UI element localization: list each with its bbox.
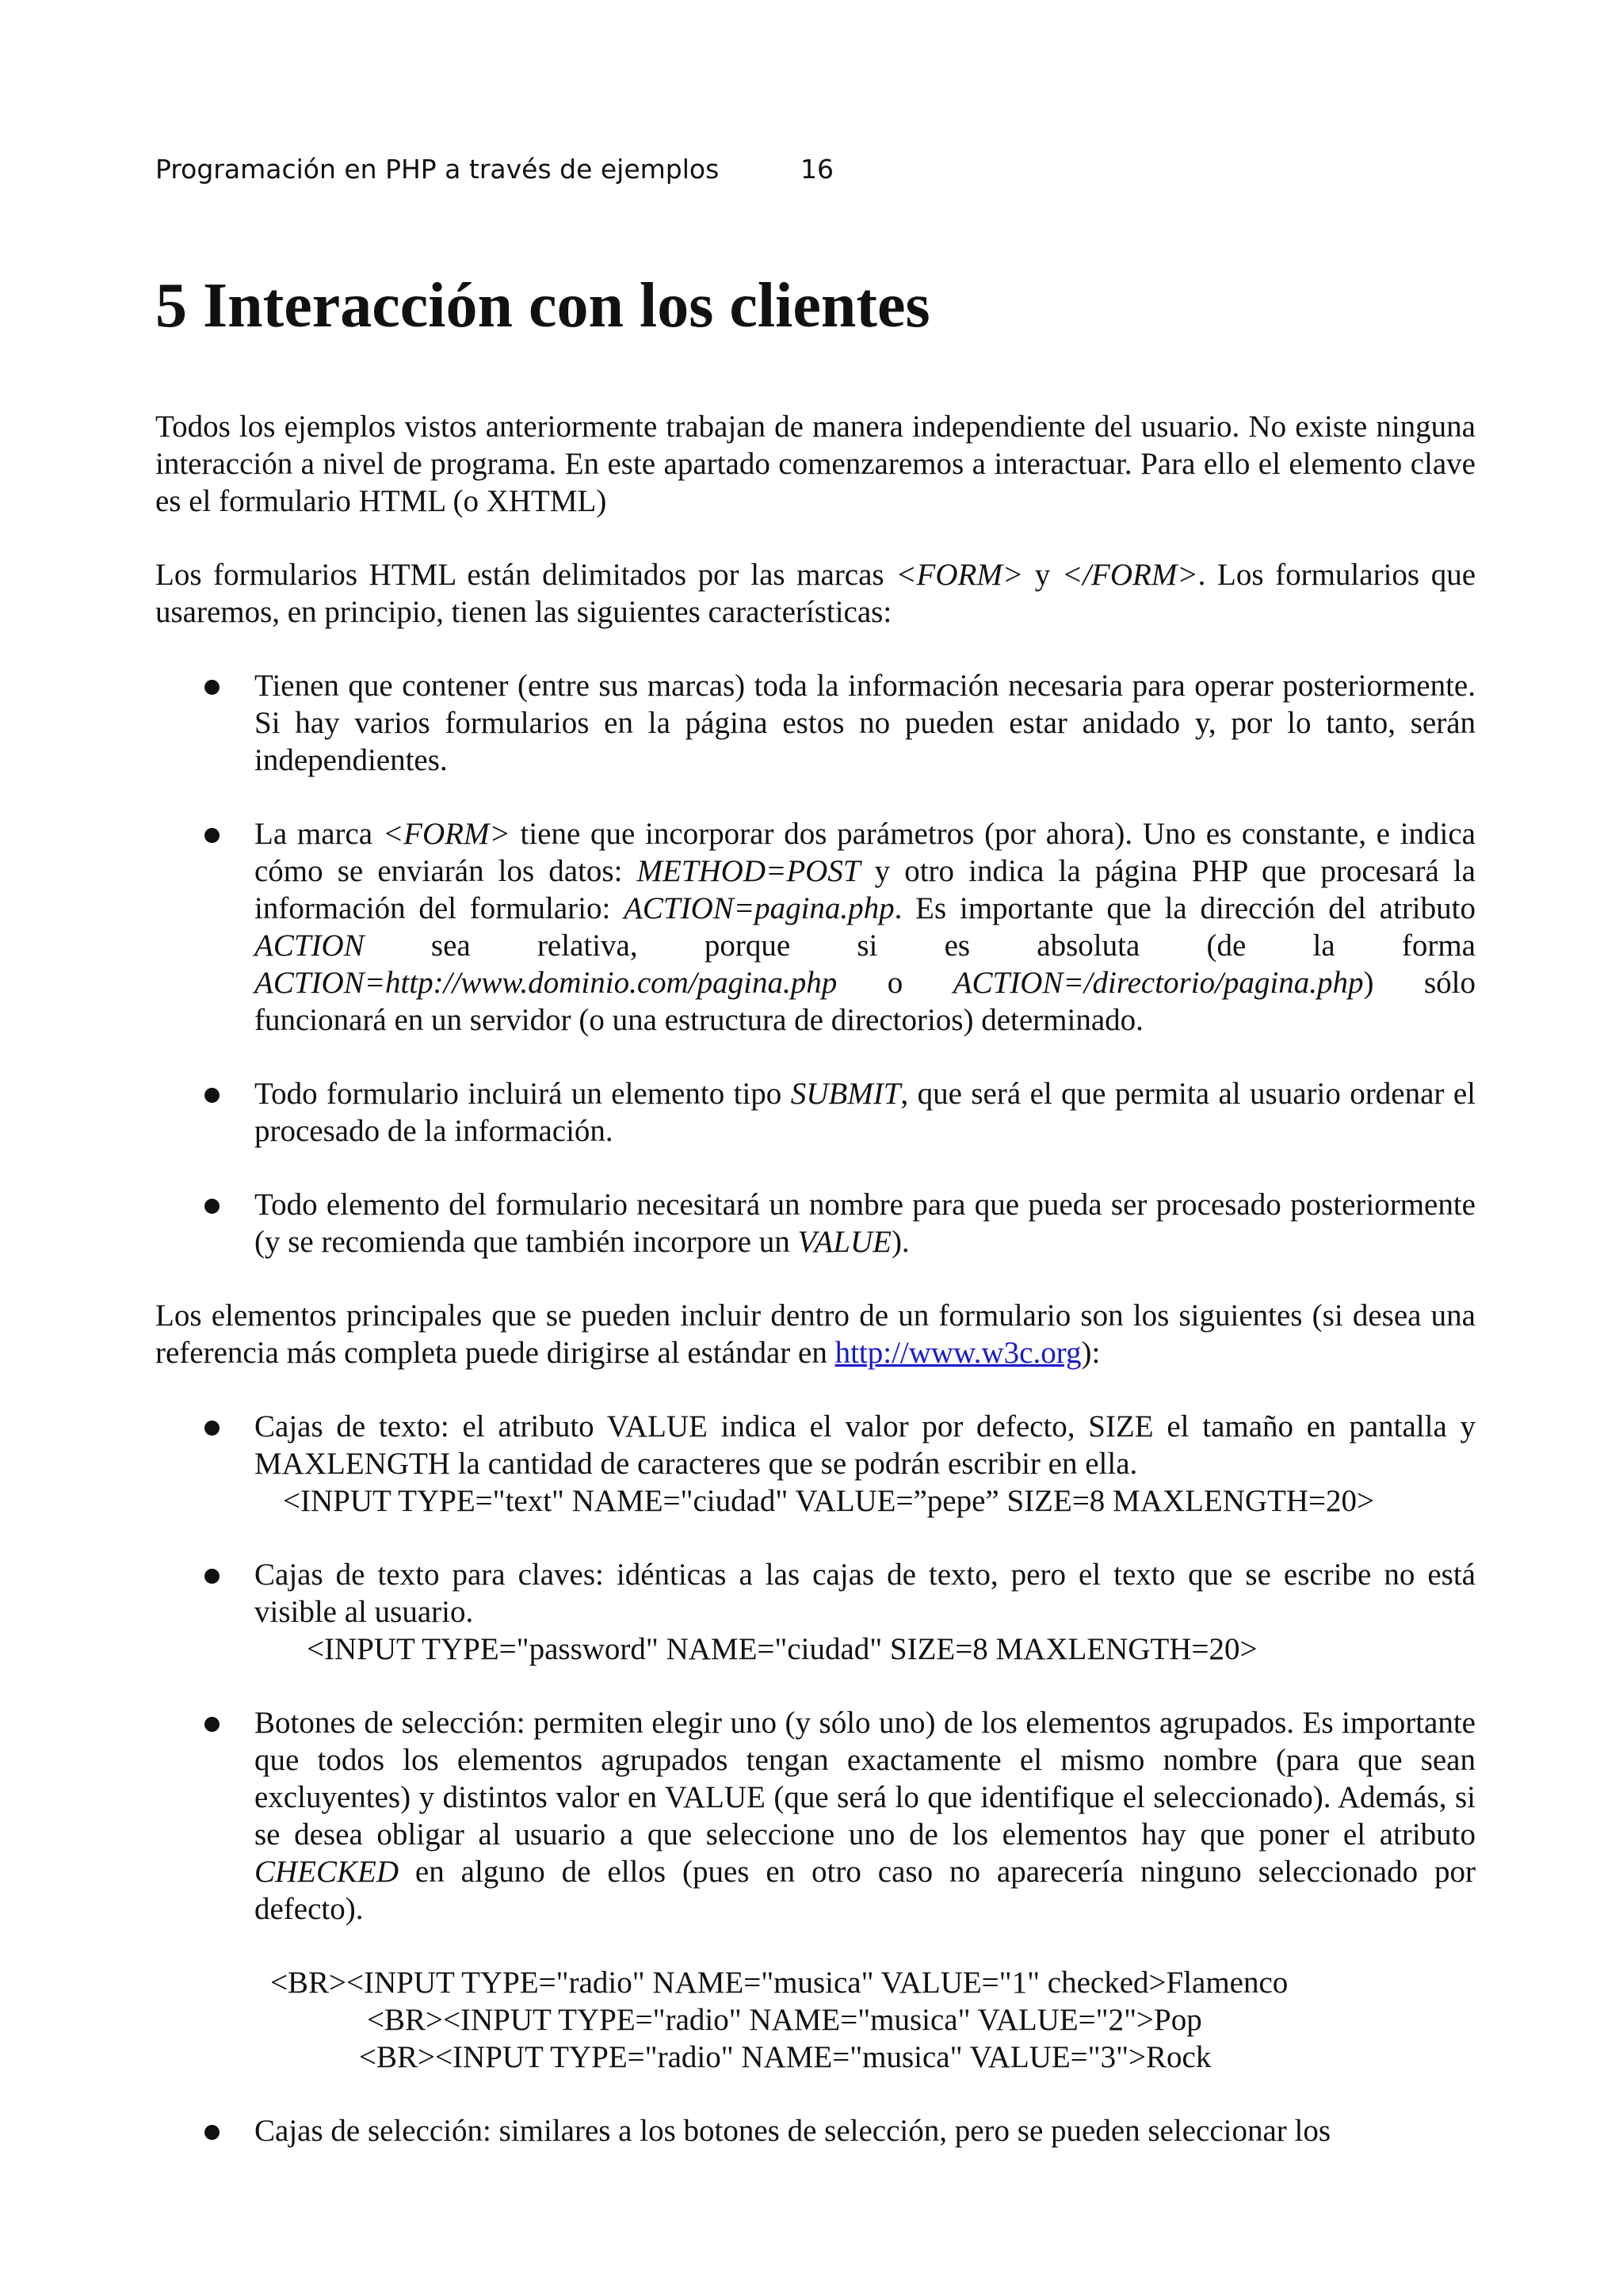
code-line: <BR><INPUT TYPE="radio" NAME="musica" VALUE="3">Rock: [359, 2040, 1212, 2074]
bullet-icon: [204, 1717, 220, 1732]
text-run: en alguno de ellos (pues en otro caso no aparecería ninguno seleccionado por defecto).: [254, 1855, 1476, 1926]
italic-term: ACTION: [254, 929, 365, 963]
form-elements-list: [155, 1408, 1476, 2149]
running-header: [155, 154, 834, 185]
list-item: [155, 667, 1476, 779]
italic-term: ACTION=http://www.dominio.com/pagina.php: [254, 966, 838, 1000]
list-item-text: Cajas de texto: el atributo VALUE indica el valor por defecto, SIZE el tamaño en pantalla y MAXLENGTH la cantidad de caracteres que se podrán escribir en ella.: [254, 1409, 1476, 1481]
text-run: y: [1023, 558, 1062, 592]
text-run: o: [837, 966, 953, 1000]
book-title: Programación en PHP a través de ejemplos: [155, 154, 720, 185]
bullet-icon: [204, 1199, 220, 1214]
italic-term: ACTION=/directorio/pagina.php: [953, 966, 1364, 1000]
text-run: ).: [891, 1225, 910, 1259]
elements-intro-paragraph: [155, 1297, 1476, 1371]
text-run: ):: [1081, 1336, 1101, 1370]
intro-paragraph-2: [155, 556, 1476, 631]
text-run: . Los formularios que usaremos, en principio, tienen las siguientes características:: [155, 558, 1476, 629]
text-run: , que será el que permita al usuario ordenar el procesado de la información.: [254, 1077, 1476, 1148]
form-close-tag: </FORM>: [1061, 558, 1198, 592]
italic-term: METHOD=POST: [636, 854, 861, 888]
characteristics-list: [155, 667, 1476, 1261]
list-item-text: Cajas de texto para claves: idénticas a las cajas de texto, pero el texto que se escribe no está visible al usuario.: [254, 1558, 1476, 1629]
italic-term: <FORM>: [382, 817, 510, 851]
bullet-icon: [204, 828, 220, 843]
text-run: Botones de selección: permiten elegir uno (y sólo uno) de los elementos agrupados. Es importante que todos los elementos agrupados tengan exactamente el mismo nombre (para que sean excluyentes) y distintos valor en VALUE (que será lo que identifique el seleccionado). Además, si se desea obligar al usuario a que seleccione uno de los elementos hay que poner el atributo: [254, 1706, 1476, 1852]
code-example: <INPUT TYPE="password" NAME="ciudad" SIZE=8 MAXLENGTH=20>: [307, 1632, 1258, 1666]
text-run: tiene que incorporar dos parámetros (por ahora). Uno es constante, e indica cómo se enviarán los datos:: [254, 817, 1476, 888]
italic-term: SUBMIT: [790, 1077, 901, 1111]
text-run: . Es importante que la dirección del atributo: [894, 891, 1476, 925]
code-example-block: [254, 1964, 1476, 2076]
body-text: [155, 408, 1476, 2186]
w3c-link[interactable]: http://www.w3c.org: [834, 1336, 1082, 1370]
page-number: 16: [800, 154, 834, 185]
list-item-text: Cajas de selección: similares a los botones de selección, pero se pueden seleccionar los: [254, 2114, 1331, 2148]
chapter-title: 5 Interacción con los clientes: [155, 271, 930, 341]
list-item: [155, 1408, 1476, 1520]
bullet-icon: [204, 1569, 220, 1584]
italic-term: VALUE: [797, 1225, 892, 1259]
code-line: <BR><INPUT TYPE="radio" NAME="musica" VALUE="2">Pop: [367, 2003, 1202, 2037]
list-item: [155, 1704, 1476, 2076]
text-run: sea relativa, porque si es absoluta (de la forma: [364, 929, 1476, 963]
list-item: [155, 1556, 1476, 1668]
text-run: ) sólo funcionará en un servidor (o una estructura de directorios) determinado.: [254, 966, 1476, 1037]
text-run: Los formularios HTML están delimitados por las marcas: [155, 558, 896, 592]
list-item: [155, 815, 1476, 1039]
bullet-icon: [204, 1421, 220, 1436]
text-run: y otro indica la página PHP que procesará la información del formulario:: [254, 854, 1476, 925]
bullet-icon: [204, 680, 220, 695]
intro-paragraph-1: Todos los ejemplos vistos anteriormente trabajan de manera independiente del usuario. No existe ninguna interacción a nivel de programa. En este apartado comenzaremos a interactuar. Para ello el elemento clave es el formulario HTML (o XHTML): [155, 410, 1476, 518]
list-item-text: Tienen que contener (entre sus marcas) toda la información necesaria para operar posteriormente. Si hay varios formularios en la página estos no pueden estar anidado y, por lo tanto, serán independientes.: [254, 669, 1476, 777]
bullet-icon: [204, 2125, 220, 2140]
text-run: Los elementos principales que se pueden incluir dentro de un formulario son los siguientes (si desea una referencia más completa puede dirigirse al estándar en: [155, 1299, 1476, 1370]
code-example: <INPUT TYPE="text" NAME="ciudad" VALUE=”pepe” SIZE=8 MAXLENGTH=20>: [283, 1484, 1375, 1518]
text-run: La marca: [254, 817, 383, 851]
code-line: <BR><INPUT TYPE="radio" NAME="musica" VALUE="1" checked>Flamenco: [270, 1966, 1289, 2000]
italic-term: CHECKED: [254, 1855, 399, 1889]
list-item: [155, 1186, 1476, 1261]
italic-term: ACTION=pagina.php: [624, 891, 895, 925]
bullet-icon: [204, 1088, 220, 1103]
text-run: Todo elemento del formulario necesitará un nombre para que pueda ser procesado posteriormente (y se recomienda que también incorpore un: [254, 1188, 1476, 1259]
list-item: [155, 2112, 1476, 2149]
list-item: [155, 1075, 1476, 1150]
text-run: Todo formulario incluirá un elemento tipo: [254, 1077, 791, 1111]
form-open-tag: <FORM>: [896, 558, 1024, 592]
